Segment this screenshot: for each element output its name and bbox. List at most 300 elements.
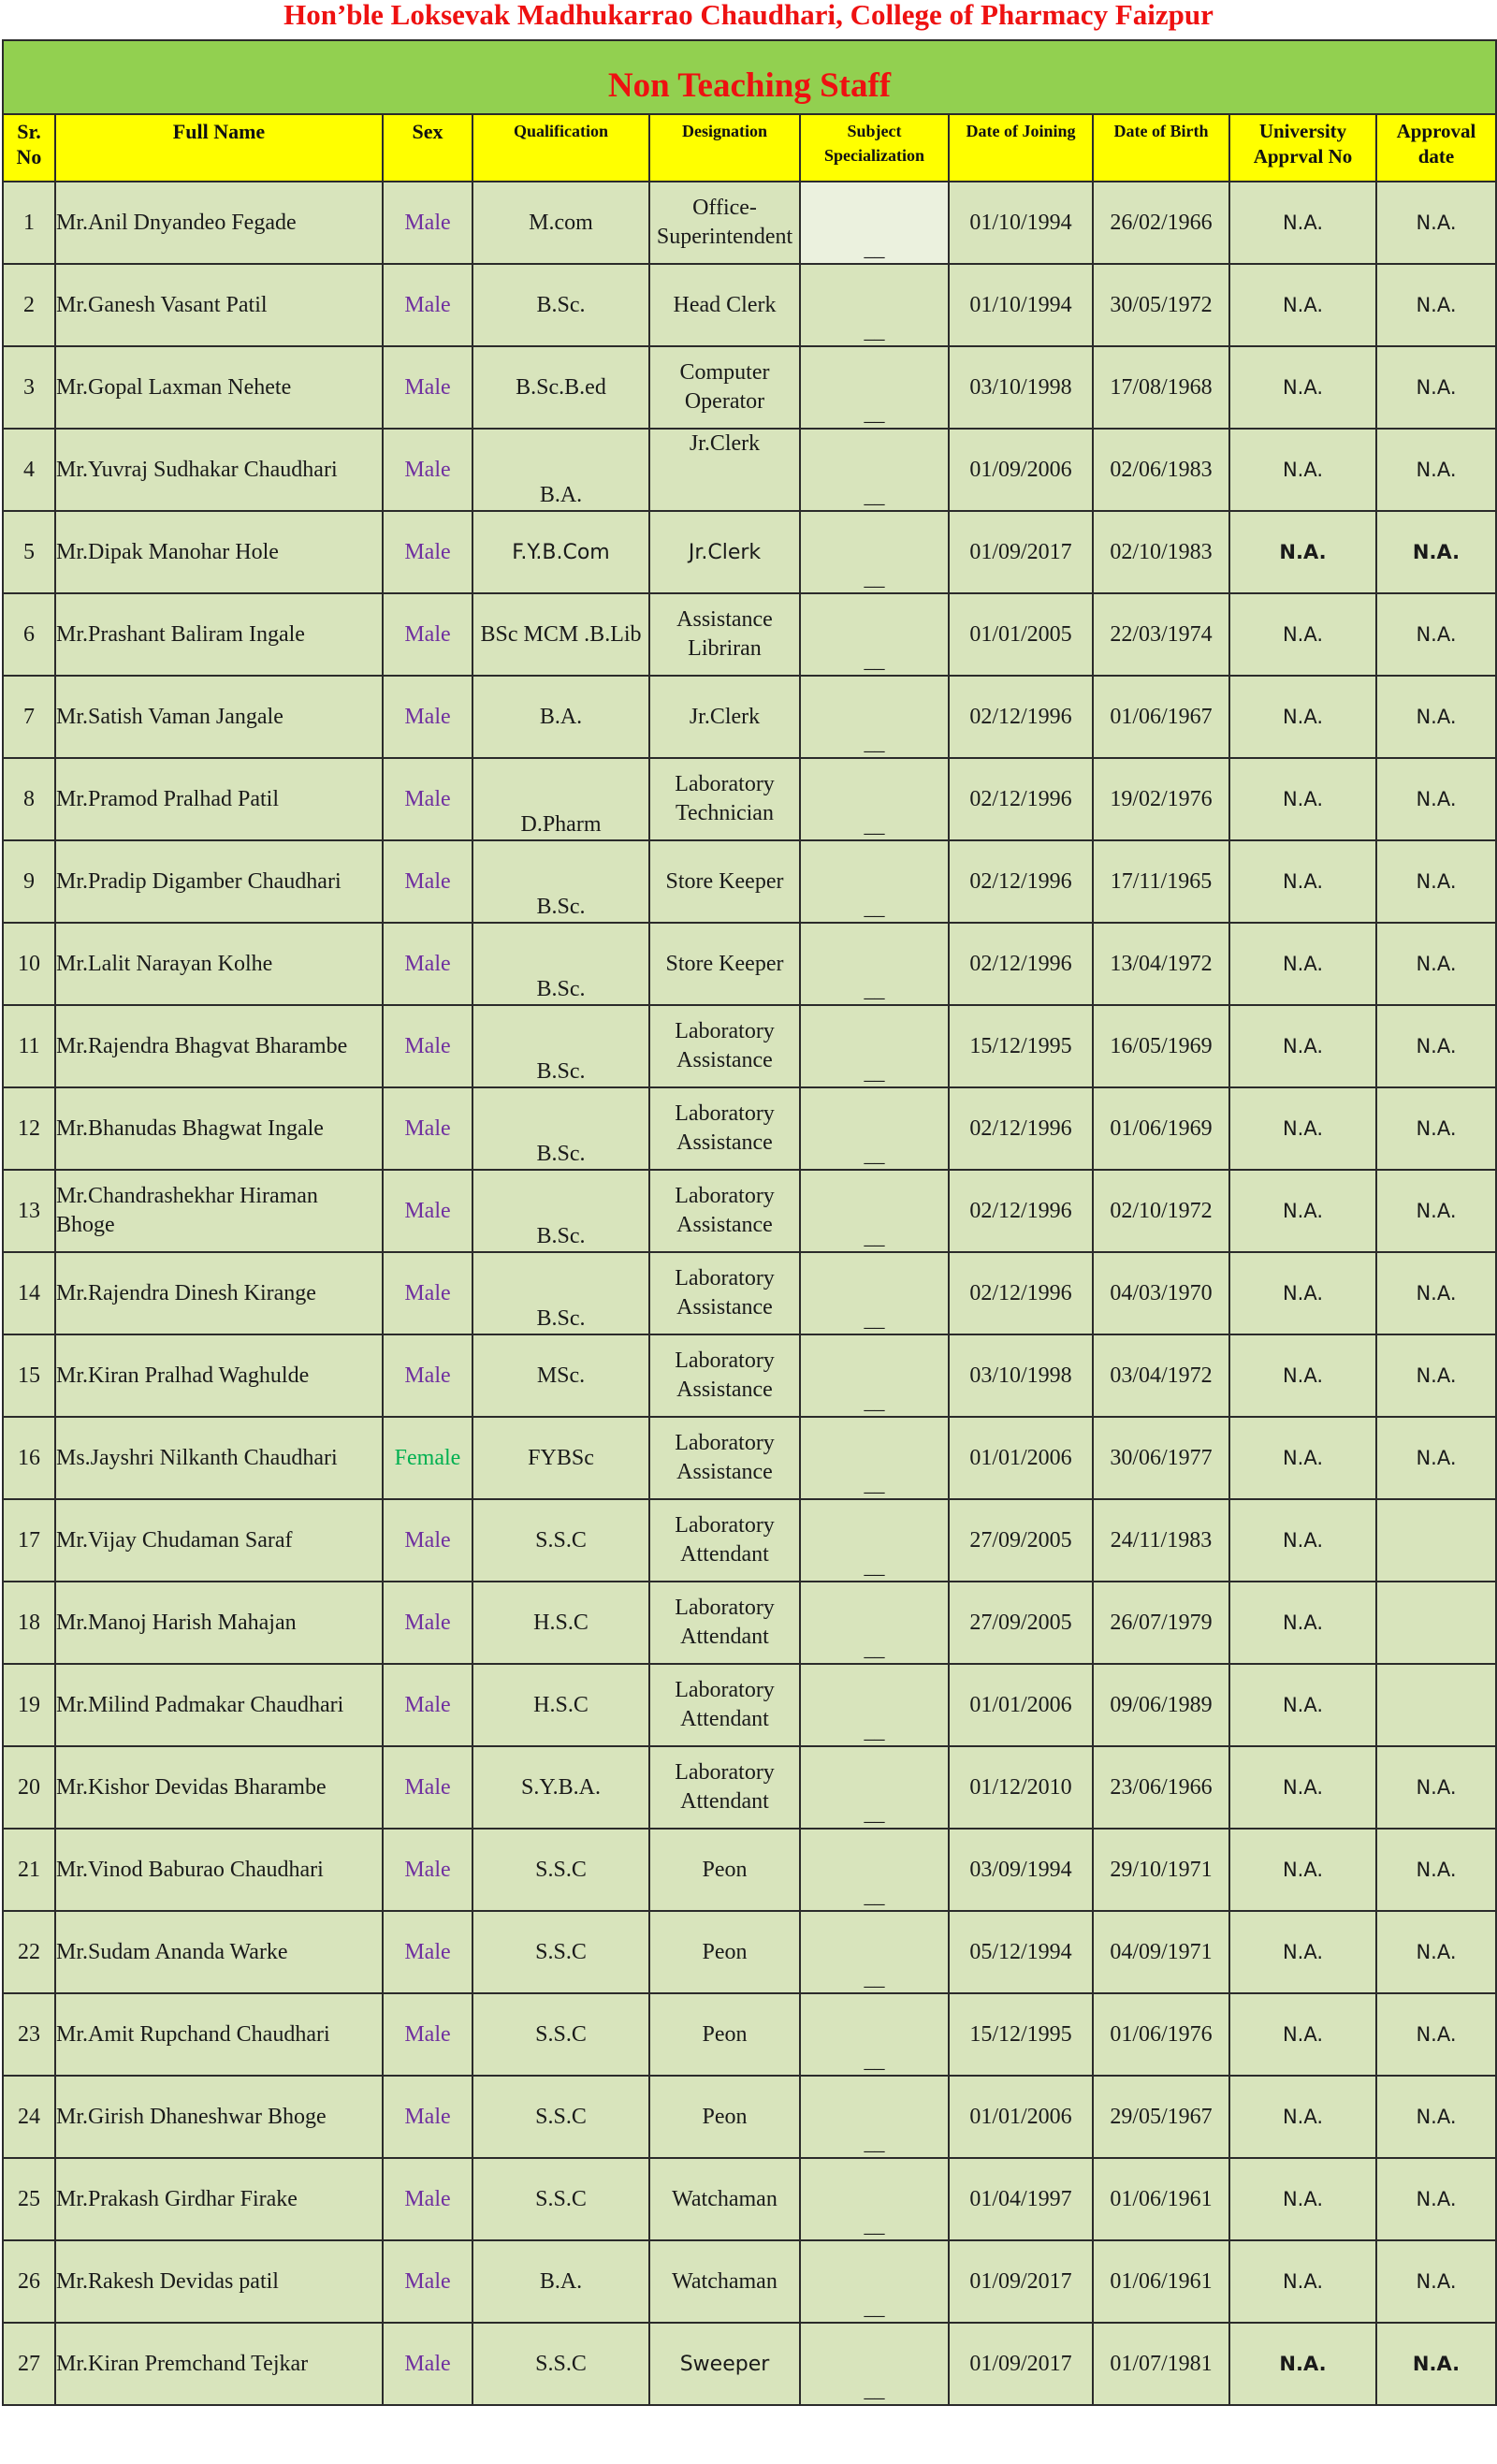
- cell-designation: Laboratory Assistance: [649, 1417, 800, 1499]
- staff-table: [2, 39, 1497, 2406]
- cell-designation: Sweeper: [649, 2323, 800, 2405]
- cell-full-name: Mr.Anil Dnyandeo Fegade: [55, 182, 383, 264]
- cell-sr-no: 24: [3, 2076, 55, 2158]
- cell-approval-date: N.A.: [1376, 1911, 1496, 1993]
- cell-qualification: B.Sc.: [472, 264, 649, 346]
- cell-date-of-birth: 01/06/1961: [1093, 2158, 1229, 2240]
- cell-qualification: B.A.: [472, 429, 649, 511]
- cell-university-approval-no: N.A.: [1229, 346, 1376, 429]
- cell-sex: Male: [383, 1087, 472, 1170]
- cell-sr-no: 22: [3, 1911, 55, 1993]
- cell-date-of-joining: 02/12/1996: [949, 840, 1093, 923]
- cell-date-of-joining: 03/09/1994: [949, 1829, 1093, 1911]
- table-row: [3, 1829, 1496, 1911]
- cell-date-of-joining: 01/09/2017: [949, 2323, 1093, 2405]
- header-subject-specialization: Subject Specialization: [800, 114, 949, 182]
- cell-university-approval-no: N.A.: [1229, 511, 1376, 593]
- cell-sr-no: 16: [3, 1417, 55, 1499]
- header-designation: Designation: [649, 114, 800, 182]
- cell-approval-date: [1376, 1664, 1496, 1746]
- cell-approval-date: N.A.: [1376, 840, 1496, 923]
- cell-sr-no: 3: [3, 346, 55, 429]
- cell-university-approval-no: N.A.: [1229, 1829, 1376, 1911]
- cell-subject-specialization: __: [800, 1005, 949, 1087]
- cell-date-of-birth: 01/06/1976: [1093, 1993, 1229, 2076]
- cell-full-name: Mr.Pramod Pralhad Patil: [55, 758, 383, 840]
- cell-date-of-joining: 01/09/2006: [949, 429, 1093, 511]
- cell-approval-date: [1376, 1582, 1496, 1664]
- cell-subject-specialization: __: [800, 2240, 949, 2323]
- cell-sr-no: 20: [3, 1746, 55, 1829]
- cell-approval-date: N.A.: [1376, 182, 1496, 264]
- cell-date-of-birth: 01/06/1967: [1093, 676, 1229, 758]
- cell-university-approval-no: N.A.: [1229, 182, 1376, 264]
- cell-full-name: Mr.Satish Vaman Jangale: [55, 676, 383, 758]
- cell-date-of-birth: 30/06/1977: [1093, 1417, 1229, 1499]
- cell-full-name: Mr.Sudam Ananda Warke: [55, 1911, 383, 1993]
- cell-approval-date: N.A.: [1376, 511, 1496, 593]
- cell-designation: Laboratory Attendant: [649, 1499, 800, 1582]
- cell-qualification: S.Y.B.A.: [472, 1746, 649, 1829]
- staff-table-body: [3, 182, 1496, 2405]
- table-row: [3, 346, 1496, 429]
- cell-date-of-birth: 26/07/1979: [1093, 1582, 1229, 1664]
- cell-sex: Male: [383, 1170, 472, 1252]
- cell-full-name: Mr.Lalit Narayan Kolhe: [55, 923, 383, 1005]
- cell-designation: Peon: [649, 1993, 800, 2076]
- cell-approval-date: N.A.: [1376, 2076, 1496, 2158]
- cell-university-approval-no: N.A.: [1229, 1334, 1376, 1417]
- cell-designation: Peon: [649, 1911, 800, 1993]
- cell-designation: Watchaman: [649, 2158, 800, 2240]
- cell-sex: Male: [383, 2240, 472, 2323]
- cell-sex: Male: [383, 923, 472, 1005]
- cell-sr-no: 9: [3, 840, 55, 923]
- cell-date-of-joining: 02/12/1996: [949, 923, 1093, 1005]
- cell-date-of-joining: 01/01/2005: [949, 593, 1093, 676]
- cell-date-of-joining: 01/10/1994: [949, 264, 1093, 346]
- cell-designation: Office-Superintendent: [649, 182, 800, 264]
- table-row: [3, 1170, 1496, 1252]
- cell-subject-specialization: __: [800, 593, 949, 676]
- cell-university-approval-no: N.A.: [1229, 593, 1376, 676]
- cell-approval-date: N.A.: [1376, 1087, 1496, 1170]
- cell-sex: Male: [383, 593, 472, 676]
- cell-approval-date: N.A.: [1376, 2158, 1496, 2240]
- cell-approval-date: N.A.: [1376, 676, 1496, 758]
- cell-university-approval-no: N.A.: [1229, 2323, 1376, 2405]
- cell-subject-specialization: __: [800, 346, 949, 429]
- cell-university-approval-no: N.A.: [1229, 1087, 1376, 1170]
- table-row: [3, 1582, 1496, 1664]
- cell-university-approval-no: N.A.: [1229, 2158, 1376, 2240]
- cell-full-name: Mr.Vijay Chudaman Saraf: [55, 1499, 383, 1582]
- cell-sr-no: 17: [3, 1499, 55, 1582]
- cell-subject-specialization: __: [800, 1829, 949, 1911]
- cell-approval-date: N.A.: [1376, 758, 1496, 840]
- cell-full-name: Mr.Prakash Girdhar Firake: [55, 2158, 383, 2240]
- cell-full-name: Mr.Milind Padmakar Chaudhari: [55, 1664, 383, 1746]
- table-row: [3, 1417, 1496, 1499]
- page-title: Hon’ble Loksevak Madhukarrao Chaudhari, College of Pharmacy Faizpur: [283, 0, 1214, 31]
- cell-date-of-birth: 22/03/1974: [1093, 593, 1229, 676]
- cell-date-of-joining: 01/09/2017: [949, 511, 1093, 593]
- cell-sr-no: 4: [3, 429, 55, 511]
- cell-designation: Peon: [649, 1829, 800, 1911]
- cell-designation: Laboratory Technician: [649, 758, 800, 840]
- cell-approval-date: [1376, 1499, 1496, 1582]
- cell-date-of-joining: 03/10/1998: [949, 1334, 1093, 1417]
- cell-sr-no: 8: [3, 758, 55, 840]
- cell-subject-specialization: __: [800, 182, 949, 264]
- cell-sex: Male: [383, 676, 472, 758]
- cell-qualification: B.Sc.: [472, 923, 649, 1005]
- cell-university-approval-no: N.A.: [1229, 1664, 1376, 1746]
- cell-qualification: H.S.C: [472, 1664, 649, 1746]
- cell-sr-no: 27: [3, 2323, 55, 2405]
- cell-date-of-birth: 29/10/1971: [1093, 1829, 1229, 1911]
- cell-date-of-joining: 05/12/1994: [949, 1911, 1093, 1993]
- cell-subject-specialization: __: [800, 1252, 949, 1334]
- cell-sr-no: 19: [3, 1664, 55, 1746]
- cell-approval-date: N.A.: [1376, 429, 1496, 511]
- cell-sex: Male: [383, 1005, 472, 1087]
- cell-subject-specialization: __: [800, 1664, 949, 1746]
- cell-designation: Head Clerk: [649, 264, 800, 346]
- cell-full-name: Mr.Vinod Baburao Chaudhari: [55, 1829, 383, 1911]
- cell-date-of-birth: 23/06/1966: [1093, 1746, 1229, 1829]
- cell-subject-specialization: __: [800, 1993, 949, 2076]
- cell-designation: Laboratory Attendant: [649, 1582, 800, 1664]
- cell-sr-no: 21: [3, 1829, 55, 1911]
- cell-qualification: B.Sc.: [472, 1252, 649, 1334]
- cell-subject-specialization: __: [800, 1746, 949, 1829]
- table-row: [3, 511, 1496, 593]
- cell-full-name: Mr.Chandrashekhar Hiraman Bhoge: [55, 1170, 383, 1252]
- cell-qualification: M.com: [472, 182, 649, 264]
- cell-designation: Jr.Clerk: [649, 511, 800, 593]
- header-row: [3, 114, 1496, 182]
- cell-sr-no: 15: [3, 1334, 55, 1417]
- cell-designation: Laboratory Attendant: [649, 1664, 800, 1746]
- cell-full-name: Mr.Pradip Digamber Chaudhari: [55, 840, 383, 923]
- cell-subject-specialization: __: [800, 1334, 949, 1417]
- cell-approval-date: N.A.: [1376, 923, 1496, 1005]
- table-row: [3, 1664, 1496, 1746]
- cell-date-of-birth: 26/02/1966: [1093, 182, 1229, 264]
- cell-designation: Watchaman: [649, 2240, 800, 2323]
- cell-sex: Male: [383, 2076, 472, 2158]
- header-approval-date: Approval date: [1376, 114, 1496, 182]
- cell-date-of-birth: 17/11/1965: [1093, 840, 1229, 923]
- cell-approval-date: N.A.: [1376, 1170, 1496, 1252]
- cell-approval-date: N.A.: [1376, 1746, 1496, 1829]
- cell-full-name: Mr.Bhanudas Bhagwat Ingale: [55, 1087, 383, 1170]
- cell-designation: Store Keeper: [649, 923, 800, 1005]
- cell-qualification: BSc MCM .B.Lib: [472, 593, 649, 676]
- cell-sr-no: 10: [3, 923, 55, 1005]
- cell-approval-date: N.A.: [1376, 346, 1496, 429]
- cell-university-approval-no: N.A.: [1229, 1993, 1376, 2076]
- cell-subject-specialization: __: [800, 1417, 949, 1499]
- table-row: [3, 593, 1496, 676]
- cell-subject-specialization: __: [800, 1582, 949, 1664]
- cell-date-of-birth: 04/09/1971: [1093, 1911, 1229, 1993]
- header-qualification: Qualification: [472, 114, 649, 182]
- cell-university-approval-no: N.A.: [1229, 1252, 1376, 1334]
- cell-qualification: MSc.: [472, 1334, 649, 1417]
- cell-subject-specialization: __: [800, 1499, 949, 1582]
- cell-date-of-joining: 01/12/2010: [949, 1746, 1093, 1829]
- cell-date-of-birth: 13/04/1972: [1093, 923, 1229, 1005]
- cell-university-approval-no: N.A.: [1229, 676, 1376, 758]
- cell-university-approval-no: N.A.: [1229, 758, 1376, 840]
- table-row: [3, 758, 1496, 840]
- cell-university-approval-no: N.A.: [1229, 1417, 1376, 1499]
- cell-subject-specialization: __: [800, 2323, 949, 2405]
- table-row: [3, 840, 1496, 923]
- cell-full-name: Ms.Jayshri Nilkanth Chaudhari: [55, 1417, 383, 1499]
- cell-date-of-birth: 09/06/1989: [1093, 1664, 1229, 1746]
- cell-designation: Laboratory Assistance: [649, 1170, 800, 1252]
- cell-date-of-birth: 29/05/1967: [1093, 2076, 1229, 2158]
- cell-subject-specialization: __: [800, 923, 949, 1005]
- cell-date-of-joining: 15/12/1995: [949, 1993, 1093, 2076]
- cell-sr-no: 14: [3, 1252, 55, 1334]
- table-row: [3, 1334, 1496, 1417]
- cell-date-of-joining: 02/12/1996: [949, 1170, 1093, 1252]
- cell-university-approval-no: N.A.: [1229, 1746, 1376, 1829]
- header-date-of-joining: Date of Joining: [949, 114, 1093, 182]
- cell-university-approval-no: N.A.: [1229, 1005, 1376, 1087]
- cell-sex: Male: [383, 2158, 472, 2240]
- table-row: [3, 2158, 1496, 2240]
- cell-subject-specialization: __: [800, 264, 949, 346]
- table-row: [3, 1499, 1496, 1582]
- cell-date-of-birth: 02/06/1983: [1093, 429, 1229, 511]
- cell-university-approval-no: N.A.: [1229, 1499, 1376, 1582]
- cell-sex: Male: [383, 1911, 472, 1993]
- cell-subject-specialization: __: [800, 429, 949, 511]
- cell-designation: Assistance Libriran: [649, 593, 800, 676]
- cell-date-of-joining: 01/01/2006: [949, 2076, 1093, 2158]
- cell-designation: Laboratory Assistance: [649, 1334, 800, 1417]
- cell-designation: Laboratory Assistance: [649, 1005, 800, 1087]
- header-sr-no: Sr. No: [3, 114, 55, 182]
- cell-full-name: Mr.Manoj Harish Mahajan: [55, 1582, 383, 1664]
- cell-subject-specialization: __: [800, 1170, 949, 1252]
- cell-date-of-joining: 02/12/1996: [949, 676, 1093, 758]
- cell-sex: Male: [383, 182, 472, 264]
- cell-date-of-birth: 01/07/1981: [1093, 2323, 1229, 2405]
- cell-approval-date: N.A.: [1376, 1417, 1496, 1499]
- cell-full-name: Mr.Girish Dhaneshwar Bhoge: [55, 2076, 383, 2158]
- table-row: [3, 1252, 1496, 1334]
- cell-qualification: S.S.C: [472, 2323, 649, 2405]
- cell-sex: Male: [383, 1664, 472, 1746]
- table-row: [3, 2076, 1496, 2158]
- cell-date-of-joining: 27/09/2005: [949, 1499, 1093, 1582]
- cell-approval-date: N.A.: [1376, 1334, 1496, 1417]
- cell-subject-specialization: __: [800, 1911, 949, 1993]
- table-row: [3, 1005, 1496, 1087]
- cell-sex: Male: [383, 758, 472, 840]
- cell-qualification: B.Sc.: [472, 840, 649, 923]
- cell-sr-no: 11: [3, 1005, 55, 1087]
- cell-full-name: Mr.Rajendra Dinesh Kirange: [55, 1252, 383, 1334]
- cell-date-of-birth: 02/10/1983: [1093, 511, 1229, 593]
- cell-date-of-joining: 01/10/1994: [949, 182, 1093, 264]
- cell-date-of-joining: 27/09/2005: [949, 1582, 1093, 1664]
- table-row: [3, 1087, 1496, 1170]
- cell-full-name: Mr.Amit Rupchand Chaudhari: [55, 1993, 383, 2076]
- cell-subject-specialization: __: [800, 676, 949, 758]
- cell-university-approval-no: N.A.: [1229, 2076, 1376, 2158]
- cell-sr-no: 1: [3, 182, 55, 264]
- cell-sex: Male: [383, 1334, 472, 1417]
- cell-subject-specialization: __: [800, 840, 949, 923]
- cell-sr-no: 6: [3, 593, 55, 676]
- cell-designation: Peon: [649, 2076, 800, 2158]
- cell-qualification: F.Y.B.Com: [472, 511, 649, 593]
- header-date-of-birth: Date of Birth: [1093, 114, 1229, 182]
- cell-sex: Female: [383, 1417, 472, 1499]
- cell-approval-date: N.A.: [1376, 1829, 1496, 1911]
- cell-date-of-birth: 01/06/1961: [1093, 2240, 1229, 2323]
- table-row: [3, 1993, 1496, 2076]
- table-row: [3, 182, 1496, 264]
- cell-date-of-joining: 02/12/1996: [949, 758, 1093, 840]
- cell-sex: Male: [383, 1993, 472, 2076]
- cell-full-name: Mr.Rakesh Devidas patil: [55, 2240, 383, 2323]
- cell-sr-no: 2: [3, 264, 55, 346]
- cell-subject-specialization: __: [800, 1087, 949, 1170]
- cell-subject-specialization: __: [800, 2076, 949, 2158]
- cell-designation: Jr.Clerk: [649, 429, 800, 511]
- table-row: [3, 1911, 1496, 1993]
- cell-date-of-birth: 17/08/1968: [1093, 346, 1229, 429]
- cell-full-name: Mr.Dipak Manohar Hole: [55, 511, 383, 593]
- cell-qualification: S.S.C: [472, 2076, 649, 2158]
- cell-date-of-joining: 01/04/1997: [949, 2158, 1093, 2240]
- cell-university-approval-no: N.A.: [1229, 840, 1376, 923]
- cell-qualification: B.A.: [472, 676, 649, 758]
- cell-sex: Male: [383, 346, 472, 429]
- cell-subject-specialization: __: [800, 511, 949, 593]
- cell-date-of-birth: 30/05/1972: [1093, 264, 1229, 346]
- cell-university-approval-no: N.A.: [1229, 264, 1376, 346]
- cell-sex: Male: [383, 1582, 472, 1664]
- cell-full-name: Mr.Kiran Pralhad Waghulde: [55, 1334, 383, 1417]
- cell-sex: Male: [383, 840, 472, 923]
- cell-date-of-birth: 24/11/1983: [1093, 1499, 1229, 1582]
- cell-approval-date: N.A.: [1376, 1005, 1496, 1087]
- cell-sr-no: 5: [3, 511, 55, 593]
- cell-qualification: D.Pharm: [472, 758, 649, 840]
- cell-sex: Male: [383, 429, 472, 511]
- cell-qualification: B.A.: [472, 2240, 649, 2323]
- cell-sr-no: 18: [3, 1582, 55, 1664]
- cell-full-name: Mr.Rajendra Bhagvat Bharambe: [55, 1005, 383, 1087]
- cell-sex: Male: [383, 1499, 472, 1582]
- cell-designation: Computer Operator: [649, 346, 800, 429]
- cell-date-of-joining: 02/12/1996: [949, 1252, 1093, 1334]
- cell-qualification: H.S.C: [472, 1582, 649, 1664]
- cell-sex: Male: [383, 1252, 472, 1334]
- cell-sex: Male: [383, 1746, 472, 1829]
- cell-qualification: S.S.C: [472, 1911, 649, 1993]
- table-row: [3, 923, 1496, 1005]
- cell-qualification: B.Sc.B.ed: [472, 346, 649, 429]
- cell-sex: Male: [383, 264, 472, 346]
- cell-sr-no: 12: [3, 1087, 55, 1170]
- cell-sr-no: 26: [3, 2240, 55, 2323]
- cell-full-name: Mr.Prashant Baliram Ingale: [55, 593, 383, 676]
- table-row: [3, 2323, 1496, 2405]
- cell-qualification: S.S.C: [472, 1829, 649, 1911]
- cell-date-of-joining: 01/01/2006: [949, 1417, 1093, 1499]
- cell-sex: Male: [383, 1829, 472, 1911]
- cell-qualification: B.Sc.: [472, 1170, 649, 1252]
- header-university-approval-no: University Apprval No: [1229, 114, 1376, 182]
- cell-university-approval-no: N.A.: [1229, 1582, 1376, 1664]
- cell-approval-date: N.A.: [1376, 1252, 1496, 1334]
- cell-date-of-joining: 03/10/1998: [949, 346, 1093, 429]
- cell-approval-date: N.A.: [1376, 1993, 1496, 2076]
- cell-full-name: Mr.Yuvraj Sudhakar Chaudhari: [55, 429, 383, 511]
- cell-date-of-birth: 02/10/1972: [1093, 1170, 1229, 1252]
- cell-university-approval-no: N.A.: [1229, 1911, 1376, 1993]
- table-row: [3, 2240, 1496, 2323]
- table-row: [3, 1746, 1496, 1829]
- header-sex: Sex: [383, 114, 472, 182]
- cell-full-name: Mr.Kishor Devidas Bharambe: [55, 1746, 383, 1829]
- cell-approval-date: N.A.: [1376, 264, 1496, 346]
- cell-date-of-birth: 16/05/1969: [1093, 1005, 1229, 1087]
- cell-qualification: S.S.C: [472, 2158, 649, 2240]
- cell-university-approval-no: N.A.: [1229, 429, 1376, 511]
- cell-designation: Jr.Clerk: [649, 676, 800, 758]
- table-row: [3, 676, 1496, 758]
- cell-qualification: S.S.C: [472, 1499, 649, 1582]
- cell-approval-date: N.A.: [1376, 2323, 1496, 2405]
- cell-university-approval-no: N.A.: [1229, 1170, 1376, 1252]
- cell-qualification: B.Sc.: [472, 1087, 649, 1170]
- cell-sex: Male: [383, 511, 472, 593]
- cell-sr-no: 7: [3, 676, 55, 758]
- cell-sr-no: 13: [3, 1170, 55, 1252]
- cell-qualification: S.S.C: [472, 1993, 649, 2076]
- cell-university-approval-no: N.A.: [1229, 2240, 1376, 2323]
- cell-date-of-joining: 15/12/1995: [949, 1005, 1093, 1087]
- header-full-name: Full Name: [55, 114, 383, 182]
- table-row: [3, 264, 1496, 346]
- cell-date-of-birth: 04/03/1970: [1093, 1252, 1229, 1334]
- cell-qualification: B.Sc.: [472, 1005, 649, 1087]
- cell-full-name: Mr.Kiran Premchand Tejkar: [55, 2323, 383, 2405]
- cell-university-approval-no: N.A.: [1229, 923, 1376, 1005]
- cell-date-of-joining: 01/01/2006: [949, 1664, 1093, 1746]
- cell-date-of-joining: 02/12/1996: [949, 1087, 1093, 1170]
- table-row: [3, 429, 1496, 511]
- cell-designation: Store Keeper: [649, 840, 800, 923]
- cell-designation: Laboratory Assistance: [649, 1087, 800, 1170]
- cell-qualification: FYBSc: [472, 1417, 649, 1499]
- cell-sr-no: 25: [3, 2158, 55, 2240]
- cell-full-name: Mr.Gopal Laxman Nehete: [55, 346, 383, 429]
- cell-designation: Laboratory Assistance: [649, 1252, 800, 1334]
- cell-full-name: Mr.Ganesh Vasant Patil: [55, 264, 383, 346]
